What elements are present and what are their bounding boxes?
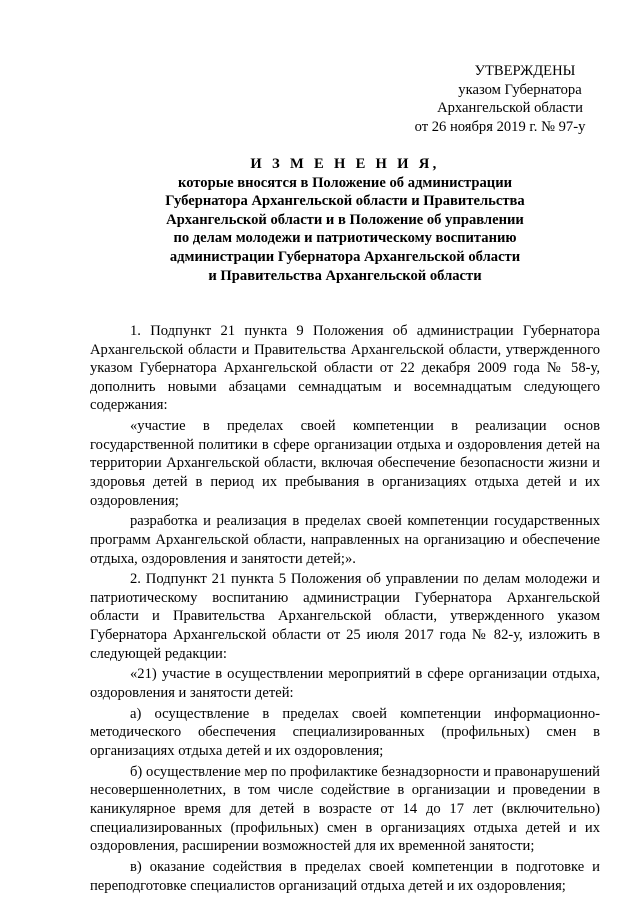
approval-line: от 26 ноября 2019 г. № 97-у: [414, 118, 586, 135]
document-heading: [90, 155, 600, 285]
body-paragraph: б) осуществление мер по профилактике безнадзорности и правонарушений несовершеннолетних, в том числе содействие в организации и проведении в каникулярное время для детей в возрасте от 14 до 17 лет (включительно) специализированных (профильных) смен в организациях отдыха детей и их оздоровления, расширении возможностей для их временной занятости;: [90, 763, 600, 855]
body-paragraph: «участие в пределах своей компетенции в реализации основ государственной политики в сфере организации отдыха и оздоровления детей на территории Архангельской области, включая обеспечение безопасности жизни и здоровья детей в период их пребывания в организациях отдыха детей и их оздоровления;: [90, 418, 600, 509]
body-paragraph: а) осуществление в пределах своей компетенции информационно-методического обеспечения специализированных (профильных) смен в организациях отдыха детей и их оздоровления;: [90, 705, 600, 759]
heading-line: администрации Губернатора Архангельской области: [169, 248, 521, 265]
approval-line: Архангельской области: [437, 100, 583, 117]
body-paragraph: 1. Подпункт 21 пункта 9 Положения об администрации Губернатора Архангельской области и Правительства Архангельской области, утвержденного указом Губернатора Архангельской области от 22 декабря 2009 года № 58-у, дополнить новыми абзацами семнадцатым и восемнадцатым следующего содержания:: [90, 323, 600, 414]
approval-line: УТВЕРЖДЕНЫ: [474, 63, 576, 79]
heading-line: и Правительства Архангельской области: [208, 267, 482, 284]
document-body: [90, 322, 600, 897]
body-paragraph: в) оказание содействия в пределах своей компетенции в подготовке и переподготовке специалистов организаций отдыха детей и их оздоровления;: [90, 858, 600, 894]
heading-line: которые вносятся в Положение об администрации: [177, 174, 513, 191]
body-paragraph: «21) участие в осуществлении мероприятий в сфере организации отдыха, оздоровления и занятости детей:: [90, 666, 600, 702]
approval-stamp: [395, 62, 605, 136]
heading-line: Губернатора Архангельской области и Правительства: [165, 193, 525, 210]
document-title: И З М Е Н Е Н И Я,: [250, 156, 440, 172]
body-paragraph: 2. Подпункт 21 пункта 5 Положения об управлении по делам молодежи и патриотическому воспитанию администрации Губернатора Архангельской области и Правительства Архангельской области, утвержденного указом Губернатора Архангельской области от 25 июля 2017 года № 82-у, изложить в следующей редакции:: [90, 571, 600, 662]
approval-line: указом Губернатора: [458, 81, 582, 98]
body-paragraph: разработка и реализация в пределах своей компетенции государственных программ Архангельской области, направленных на организацию и обеспечение отдыха, оздоровления и занятости детей;».: [90, 513, 600, 567]
heading-line: по делам молодежи и патриотическому воспитанию: [173, 230, 517, 247]
heading-line: Архангельской области и в Положение об управлении: [166, 211, 524, 228]
